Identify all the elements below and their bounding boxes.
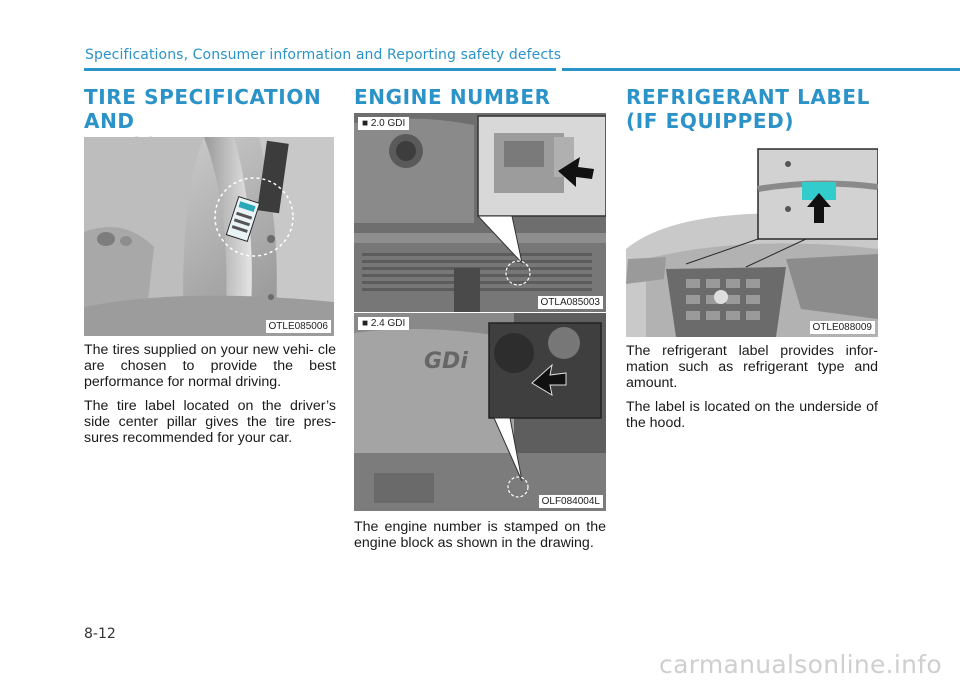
engine-figure-2-0-gdi [354, 113, 606, 312]
refrigerant-paragraph-1: The refrigerant label provides infor- mation such as refrigerant type and amount. [626, 343, 878, 391]
running-header: Specifications, Consumer information and Reporting safety defects [85, 47, 562, 63]
tire-section-title [84, 85, 336, 133]
refrigerant-section [626, 85, 878, 431]
refrigerant-paragraph-2: The label is located on the underside of the hood. [626, 399, 878, 431]
engine-section-title [354, 85, 606, 111]
engine-figure-2-4-gdi [354, 313, 606, 511]
tire-paragraph-2: The tire label located on the driver’s side center pillar gives the tire pres- sures recommended for your car. [84, 398, 336, 446]
page-number: 8-12 [84, 626, 116, 642]
tire-title-line1: TIRE SPECIFICATION AND [84, 85, 322, 133]
engine-figure-2-code: OLF084004L [539, 495, 603, 508]
engine-figure-1-code: OTLA085003 [538, 296, 604, 309]
engine-figure-1-tag: ■ 2.0 GDI [358, 117, 409, 130]
refrigerant-title-line2: (IF EQUIPPED) [626, 109, 795, 133]
tire-label-figure [84, 137, 334, 336]
refrigerant-label-figure [626, 139, 878, 337]
engine-2-4-illustration [354, 313, 606, 511]
tire-paragraph-1: The tires supplied on your new vehi- cle are chosen to provide the best performance for normal driving. [84, 342, 336, 390]
tire-figure-code: OTLE085006 [266, 320, 332, 333]
engine-figure-2-tag: ■ 2.4 GDI [358, 317, 409, 330]
engine-section [354, 85, 606, 551]
svg-text:GDi: GDi [424, 349, 468, 374]
refrigerant-title-line1: REFRIGERANT LABEL [626, 85, 870, 109]
hood-illustration [626, 139, 878, 337]
refrigerant-section-title [626, 85, 878, 133]
tire-section [84, 85, 336, 446]
door-pillar-illustration [84, 137, 334, 336]
engine-title: ENGINE NUMBER [354, 85, 551, 109]
header-rule [84, 68, 960, 71]
engine-paragraph: The engine number is stamped on the engine block as shown in the drawing. [354, 519, 606, 551]
refrigerant-figure-code: OTLE088009 [810, 321, 876, 334]
engine-2-0-illustration [354, 113, 606, 312]
header-rule-gap [556, 66, 562, 73]
watermark: carmanualsonline.info [659, 650, 942, 679]
